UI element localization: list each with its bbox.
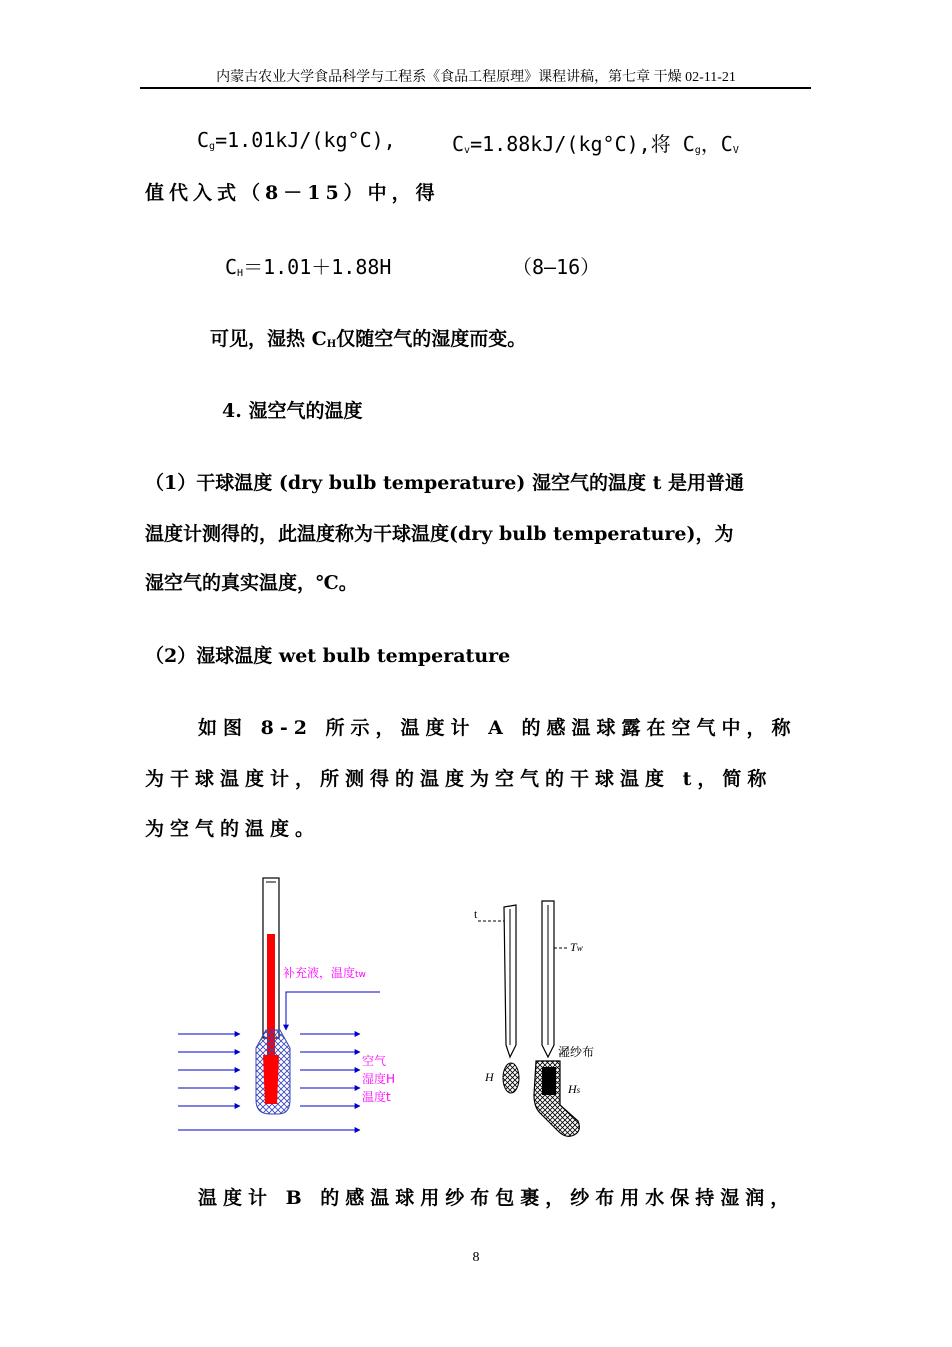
cg-subscript: g	[209, 141, 216, 152]
para-b: 温度计 B 的感温球用纱布包裹，纱布用水保持湿润，	[198, 1187, 796, 1209]
dry-temp-label: t	[474, 907, 478, 921]
cg-value: =1.01kJ/(kg°C),	[215, 128, 396, 152]
conclusion-subscript: H	[326, 339, 337, 350]
wet-temp-text: T	[570, 940, 577, 954]
temperature-label: 温度t	[362, 1090, 391, 1104]
humidity-label: 湿度H	[362, 1072, 396, 1086]
separator: ，C	[700, 132, 733, 156]
equation-number: （8—16）	[512, 255, 601, 279]
equation-lhs-subscript: H	[237, 268, 244, 279]
supply-liquid-subscript: tw	[355, 970, 366, 980]
equation-rhs: ＝1.01＋1.88H	[243, 255, 392, 279]
cv-subscript: v	[464, 145, 471, 156]
conclusion	[210, 324, 526, 351]
cg2-subscript: g	[694, 145, 701, 156]
wet-bulb-title: （2）湿球温度 wet bulb temperature	[145, 645, 511, 667]
para-a-line-1: 如图 8-2 所示，温度计 A 的感温球露在空气中，称	[198, 717, 797, 739]
saturated-humidity-text: H	[568, 1082, 577, 1096]
supply-liquid-label	[283, 964, 366, 981]
cv2-subscript: V	[732, 145, 739, 156]
section-title: 4. 湿空气的温度	[222, 400, 363, 422]
dry-wet-thermometers-diagram	[470, 895, 620, 1145]
air-label: 空气	[362, 1054, 387, 1068]
page-header: 内蒙古农业大学食品科学与工程系《食品工程原理》课程讲稿，第七章 干燥 02-11-21	[216, 70, 736, 85]
saturated-humidity-subscript: s	[576, 1085, 581, 1095]
conclusion-post: 仅随空气的湿度而变。	[336, 328, 527, 350]
cv-value: =1.88kJ/(kg°C),将 C	[470, 132, 695, 156]
cv-symbol: C	[452, 132, 465, 156]
humidity-h-label: H	[485, 1070, 494, 1084]
substitution-line: 值代入式（8－15）中，得	[145, 182, 440, 204]
specific-heat-line	[197, 128, 396, 152]
para-a-line-2: 为干球温度计，所测得的温度为空气的干球温度 t，简称	[145, 768, 773, 790]
header-rule	[140, 87, 811, 89]
cv-line	[452, 128, 739, 157]
dry-bulb-line-3: 湿空气的真实温度，℃。	[145, 572, 358, 594]
dry-bulb-line-1: （1）干球温度 (dry bulb temperature) 湿空气的温度 t 是用普通	[145, 472, 744, 494]
dry-bulb-line-2: 温度计测得的，此温度称为干球温度(dry bulb temperature)，为	[145, 523, 734, 545]
wet-gauze-label: 湿纱布	[558, 1045, 595, 1059]
conclusion-pre: 可见，湿热 C	[210, 328, 327, 350]
equation-lhs: C	[225, 255, 238, 279]
wet-temp-label	[570, 940, 583, 955]
equation	[225, 251, 391, 280]
wet-temp-subscript: w	[576, 943, 583, 953]
para-a-line-3: 为空气的温度。	[145, 818, 321, 840]
page-number: 8	[472, 1250, 480, 1265]
cg-symbol: C	[197, 128, 210, 152]
saturated-humidity-label	[568, 1082, 580, 1097]
supply-liquid-text: 补充液，温度	[283, 966, 356, 980]
